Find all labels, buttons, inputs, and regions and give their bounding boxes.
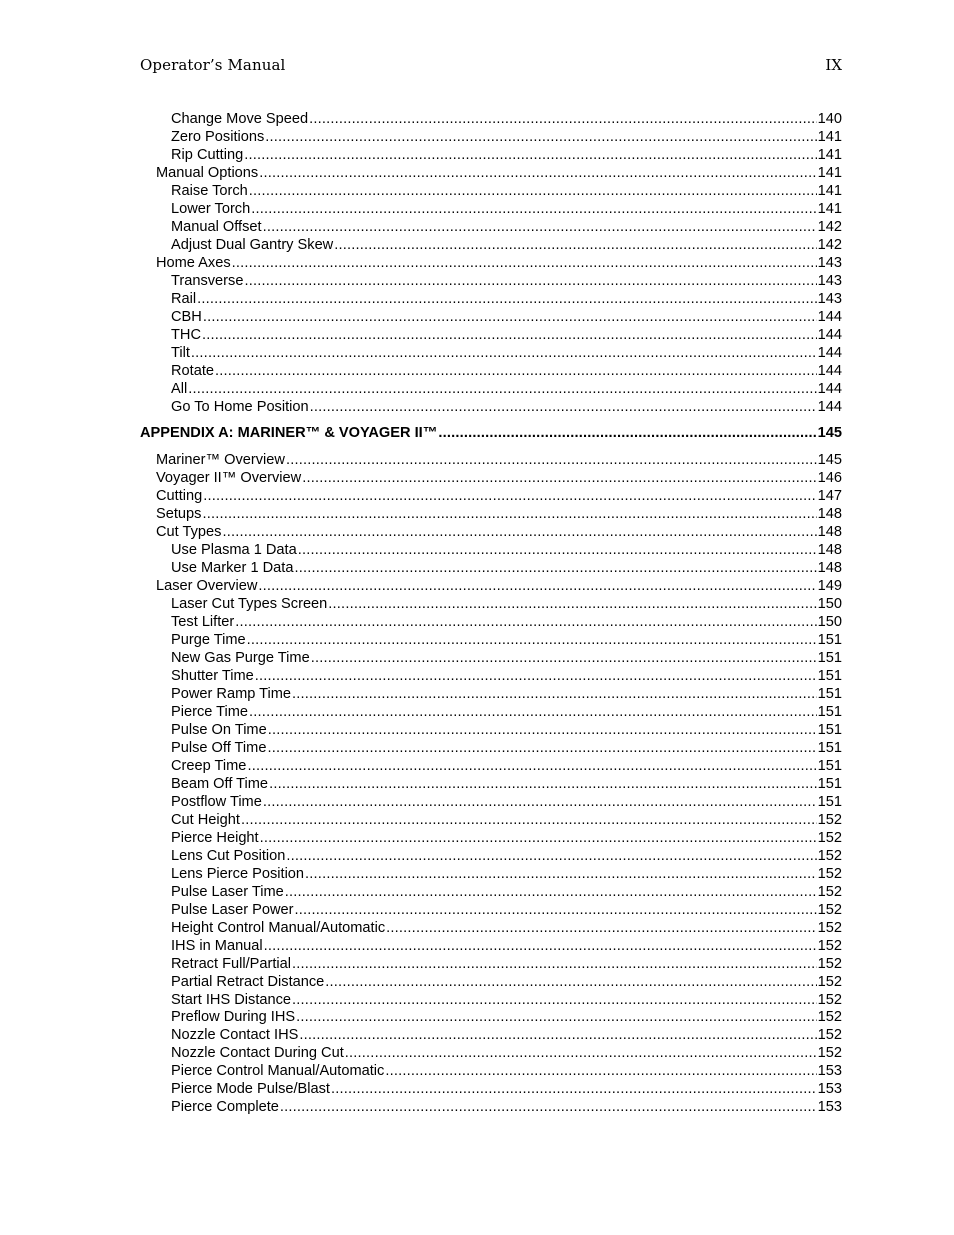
toc-entry-title: Pierce Mode Pulse/Blast	[171, 1081, 330, 1098]
toc-dot-leader	[191, 345, 817, 363]
toc-entry-page: 146	[817, 470, 842, 487]
toc-entry-title: Lens Pierce Position	[171, 865, 305, 882]
toc-entry-page: 152	[817, 865, 842, 882]
toc-heading-entry[interactable]	[140, 425, 842, 443]
toc-entry[interactable]	[140, 740, 842, 758]
toc-entry[interactable]	[140, 237, 842, 255]
toc-entry-page: 144	[817, 398, 842, 415]
toc-entry-page: 152	[817, 919, 842, 936]
toc-dot-leader	[241, 812, 817, 830]
toc-entry-title: Cut Types	[156, 524, 222, 541]
toc-dot-leader	[249, 183, 817, 201]
toc-entry-title: Use Marker 1 Data	[171, 560, 294, 577]
toc-entry-title: CBH	[171, 308, 202, 325]
toc-entry[interactable]	[140, 578, 842, 596]
toc-entry[interactable]	[140, 1027, 842, 1045]
toc-dot-leader	[197, 291, 817, 309]
toc-entry[interactable]	[140, 884, 842, 902]
toc-entry-page: 151	[817, 793, 842, 810]
toc-dot-leader	[235, 614, 816, 632]
toc-entry-title: Purge Time	[171, 632, 246, 649]
toc-entry-page: 153	[817, 1063, 842, 1080]
toc-entry-title: Height Control Manual/Automatic	[171, 919, 386, 936]
toc-dot-leader	[302, 470, 816, 488]
toc-entry-title: Setups	[156, 506, 202, 523]
toc-entry[interactable]	[140, 1045, 842, 1063]
toc-entry[interactable]	[140, 686, 842, 704]
toc-entry[interactable]	[140, 812, 842, 830]
toc-dot-leader	[215, 363, 817, 381]
toc-entry[interactable]	[140, 147, 842, 165]
toc-dot-leader	[249, 704, 817, 722]
toc-dot-leader	[280, 1099, 817, 1117]
toc-entry-title: Go To Home Position	[171, 398, 309, 415]
toc-entry-page: 152	[817, 811, 842, 828]
toc-entry-page: 151	[817, 668, 842, 685]
toc-entry-page: 141	[817, 182, 842, 199]
toc-entry-title: Laser Cut Types Screen	[171, 596, 328, 613]
toc-dot-leader	[294, 560, 816, 578]
toc-entry[interactable]	[140, 704, 842, 722]
toc-entry[interactable]	[140, 1099, 842, 1117]
toc-entry-title: Manual Options	[156, 164, 259, 181]
toc-entry-page: 151	[817, 757, 842, 774]
toc-entry[interactable]	[140, 1009, 842, 1027]
toc-entry[interactable]	[140, 183, 842, 201]
toc-entry-title: THC	[171, 326, 201, 343]
toc-entry[interactable]	[140, 560, 842, 578]
toc-entry-title: Change Move Speed	[171, 111, 309, 127]
toc-dot-leader	[203, 309, 817, 327]
toc-dot-leader	[311, 650, 817, 668]
toc-entry-title: Lens Cut Position	[171, 847, 286, 864]
toc-dot-leader	[286, 452, 817, 470]
toc-entry-title: Manual Offset	[171, 218, 262, 235]
toc-entry[interactable]	[140, 722, 842, 740]
toc-dot-leader	[334, 237, 816, 255]
toc-entry[interactable]	[140, 327, 842, 345]
toc-entry-page: 141	[817, 128, 842, 145]
toc-dot-leader	[298, 542, 817, 560]
toc-entry-title: Retract Full/Partial	[171, 955, 292, 972]
toc-entry-page: 144	[817, 344, 842, 361]
toc-entry-title: Beam Off Time	[171, 775, 269, 792]
toc-entry-page: 152	[817, 883, 842, 900]
toc-entry-page: 141	[817, 200, 842, 217]
toc-entry-page: 152	[817, 1045, 842, 1062]
toc-entry[interactable]	[140, 201, 842, 219]
toc-dot-leader	[268, 722, 817, 740]
toc-dot-leader	[345, 1045, 817, 1063]
toc-entry-page: 148	[817, 560, 842, 577]
toc-dot-leader	[188, 381, 816, 399]
toc-dot-leader	[305, 866, 817, 884]
toc-entry-page: 153	[817, 1099, 842, 1116]
toc-dot-leader	[244, 147, 816, 165]
toc-entry[interactable]	[140, 309, 842, 327]
toc-entry-title: Zero Positions	[171, 128, 265, 145]
toc-entry-page: 150	[817, 596, 842, 613]
toc-entry-title: Cut Height	[171, 811, 240, 828]
toc-dot-leader	[264, 938, 817, 956]
toc-entry-page: 152	[817, 1027, 842, 1044]
toc-entry-page: 148	[817, 506, 842, 523]
toc-entry-page: 151	[817, 686, 842, 703]
toc-entry-title: Pierce Complete	[171, 1099, 279, 1116]
toc-dot-leader	[331, 1081, 817, 1099]
toc-entry-title: Power Ramp Time	[171, 686, 292, 703]
toc-entry-page: 152	[817, 937, 842, 954]
toc-entry-page: 142	[817, 236, 842, 253]
toc-entry-title: Start IHS Distance	[171, 991, 292, 1008]
toc-entry-page: 151	[817, 650, 842, 667]
running-header-title: Operator’s Manual	[140, 56, 286, 74]
toc-dot-leader	[296, 1009, 817, 1027]
toc-entry[interactable]	[140, 165, 842, 183]
toc-entry-title: Tilt	[171, 344, 190, 361]
toc-dot-leader	[202, 506, 816, 524]
toc-entry[interactable]	[140, 596, 842, 614]
toc-dot-leader	[244, 273, 816, 291]
toc-entry-page: 150	[817, 614, 842, 631]
toc-dot-leader	[328, 596, 816, 614]
toc-dot-leader	[232, 255, 817, 273]
toc-entry-title: Home Axes	[156, 254, 231, 271]
toc-entry-page: 142	[817, 218, 842, 235]
toc-entry-page: 152	[817, 1009, 842, 1026]
toc-entry-page: 144	[817, 362, 842, 379]
toc-entry-page: 143	[817, 272, 842, 289]
toc-entry[interactable]	[140, 255, 842, 273]
toc-entry-page: 148	[817, 524, 842, 541]
toc-entry-title: Use Plasma 1 Data	[171, 542, 297, 559]
toc-entry[interactable]	[140, 992, 842, 1010]
toc-entry-title: Shutter Time	[171, 668, 254, 685]
toc-entry-title: Pulse Laser Time	[171, 883, 284, 900]
toc-dot-leader	[258, 578, 816, 596]
toc-entry-title: Pulse Laser Power	[171, 901, 294, 918]
toc-dot-leader	[285, 884, 817, 902]
toc-entry[interactable]	[140, 470, 842, 488]
toc-entry-page: 141	[817, 146, 842, 163]
toc-entry-page: 153	[817, 1081, 842, 1098]
toc-dot-leader	[299, 1027, 816, 1045]
toc-dot-leader	[255, 668, 817, 686]
toc-entry-page: 140	[817, 111, 842, 127]
toc-dot-leader	[265, 129, 816, 147]
toc-entry[interactable]	[140, 776, 842, 794]
toc-entry-page: 152	[817, 829, 842, 846]
toc-entry[interactable]	[140, 632, 842, 650]
toc-entry[interactable]	[140, 794, 842, 812]
toc-entry[interactable]	[140, 956, 842, 974]
toc-entry-page: 144	[817, 308, 842, 325]
toc-entry-page: 144	[817, 380, 842, 397]
toc-dot-leader	[310, 399, 817, 417]
toc-dot-leader	[263, 219, 817, 237]
toc-dot-leader	[295, 902, 817, 920]
toc-entry[interactable]	[140, 345, 842, 363]
toc-entry[interactable]	[140, 614, 842, 632]
toc-entry[interactable]	[140, 452, 842, 470]
toc-dot-leader	[286, 848, 816, 866]
toc-dot-leader	[292, 956, 817, 974]
toc-entry-title: Voyager II™ Overview	[156, 470, 302, 487]
toc-entry-title: Rotate	[171, 362, 214, 379]
toc-entry-page: 145	[817, 425, 842, 442]
toc-entry[interactable]	[140, 363, 842, 381]
toc-entry[interactable]	[140, 902, 842, 920]
toc-entry-page: 149	[817, 578, 842, 595]
toc-entry[interactable]	[140, 830, 842, 848]
toc-entry-page: 152	[817, 991, 842, 1008]
toc-entry-title: Rip Cutting	[171, 146, 244, 163]
toc-entry-title: Preflow During IHS	[171, 1009, 296, 1026]
toc-entry-page: 147	[817, 488, 842, 505]
toc-entry-title: Nozzle Contact During Cut	[171, 1045, 344, 1062]
toc-entry-page: 143	[817, 290, 842, 307]
toc-entry-title: Adjust Dual Gantry Skew	[171, 236, 334, 253]
toc-entry-title: Pierce Time	[171, 704, 249, 720]
toc-dot-leader	[267, 740, 816, 758]
toc-entry[interactable]	[140, 219, 842, 237]
toc-entry-page: 141	[817, 164, 842, 181]
toc-dot-leader	[438, 425, 816, 443]
toc-entry-title: Creep Time	[171, 757, 247, 774]
toc-entry-title: All	[171, 380, 188, 397]
toc-entry[interactable]	[140, 524, 842, 542]
toc-entry-title: New Gas Purge Time	[171, 650, 310, 667]
toc-entry-page: 152	[817, 847, 842, 864]
toc-entry-page: 145	[817, 452, 842, 469]
toc-dot-leader	[260, 830, 817, 848]
toc-entry[interactable]	[140, 488, 842, 506]
toc-entry-page: 143	[817, 254, 842, 271]
toc-dot-leader	[259, 165, 816, 183]
toc-dot-leader	[251, 201, 816, 219]
toc-entry[interactable]	[140, 1081, 842, 1099]
toc-entry-title: Pulse Off Time	[171, 739, 267, 756]
toc-entry[interactable]	[140, 920, 842, 938]
toc-dot-leader	[292, 992, 817, 1010]
toc-entry-title: Raise Torch	[171, 182, 248, 199]
toc-dot-leader	[247, 632, 817, 650]
toc-entry-title: Transverse	[171, 272, 244, 289]
toc-entry[interactable]	[140, 866, 842, 884]
toc-entry[interactable]	[140, 291, 842, 309]
toc-entry-page: 151	[817, 739, 842, 756]
toc-entry[interactable]	[140, 542, 842, 560]
toc-dot-leader	[309, 111, 817, 129]
toc-entry-title: Pierce Height	[171, 829, 259, 846]
toc-entry[interactable]	[140, 399, 842, 417]
toc-entry[interactable]	[140, 668, 842, 686]
toc-entry[interactable]	[140, 111, 842, 129]
toc-entry[interactable]	[140, 650, 842, 668]
page-number: IX	[825, 56, 842, 74]
toc-entry[interactable]	[140, 129, 842, 147]
toc-entry[interactable]	[140, 974, 842, 992]
toc-entry-page: 144	[817, 326, 842, 343]
toc-dot-leader	[263, 794, 817, 812]
toc-entry[interactable]	[140, 506, 842, 524]
toc-dot-leader	[247, 758, 816, 776]
toc-entry-title: Partial Retract Distance	[171, 973, 325, 990]
toc-entry-page: 148	[817, 542, 842, 559]
toc-entry-title: Mariner™ Overview	[156, 452, 285, 469]
toc-entry-title: Rail	[171, 290, 197, 307]
toc-entry-page: 151	[817, 775, 842, 792]
toc-entry[interactable]	[140, 1063, 842, 1081]
toc-entry-page: 152	[817, 973, 842, 990]
table-of-contents	[140, 111, 842, 1117]
toc-dot-leader	[386, 920, 816, 938]
toc-entry[interactable]	[140, 381, 842, 399]
toc-entry[interactable]	[140, 938, 842, 956]
toc-entry-title: Pierce Control Manual/Automatic	[171, 1063, 385, 1080]
toc-entry-page: 151	[817, 721, 842, 738]
toc-entry-title: Test Lifter	[171, 614, 235, 631]
toc-dot-leader	[202, 327, 817, 345]
toc-entry-page: 152	[817, 901, 842, 918]
toc-entry-title: Lower Torch	[171, 200, 251, 217]
toc-dot-leader	[325, 974, 816, 992]
toc-entry-title: IHS in Manual	[171, 937, 263, 954]
toc-entry-page: 151	[817, 632, 842, 649]
toc-entry-page: 151	[817, 704, 842, 720]
toc-dot-leader	[222, 524, 816, 542]
toc-entry-title: Nozzle Contact IHS	[171, 1027, 299, 1044]
toc-dot-leader	[203, 488, 816, 506]
toc-dot-leader	[269, 776, 817, 794]
toc-dot-leader	[385, 1063, 816, 1081]
toc-entry[interactable]	[140, 848, 842, 866]
toc-entry-title: Pulse On Time	[171, 721, 267, 738]
toc-dot-leader	[292, 686, 817, 704]
toc-entry-title: Cutting	[156, 488, 203, 505]
toc-entry[interactable]	[140, 273, 842, 291]
toc-entry-title: Laser Overview	[156, 578, 258, 595]
toc-entry-title: APPENDIX A: MARINER™ & VOYAGER II™	[140, 425, 438, 442]
toc-entry-page: 152	[817, 955, 842, 972]
toc-entry-title: Postflow Time	[171, 793, 262, 810]
toc-entry[interactable]	[140, 758, 842, 776]
